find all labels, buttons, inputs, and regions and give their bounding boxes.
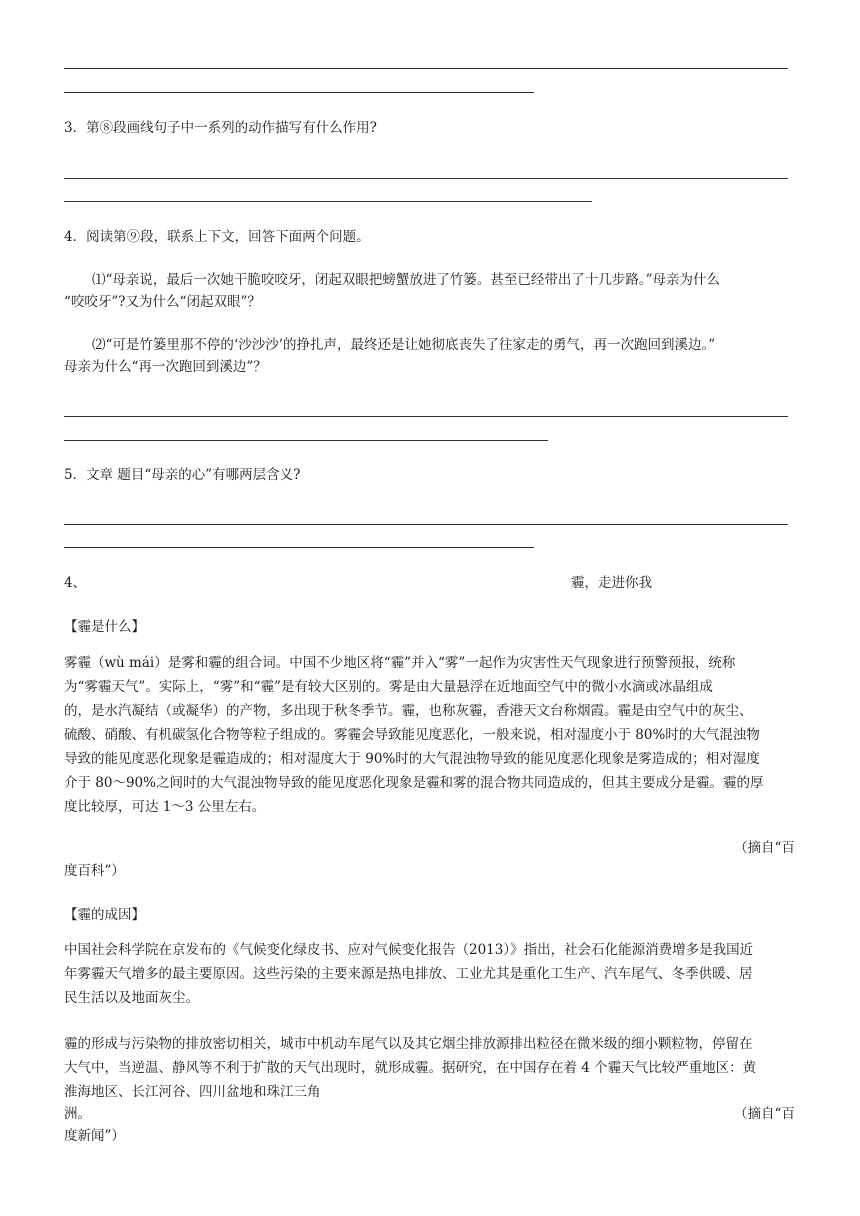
section-number: 4、 [64,575,87,591]
paragraph-line: 大气中，当逆温、静风等不利于扩散的天气出现时，就形成霾。据研究，在中国存在着 4 个霾天气比较严重地区：黄 [64,1060,757,1076]
section-title: 霾，走进你我 [571,575,652,591]
paragraph-line: 介于 80～90%之间时的大气混浊物导致的能见度恶化现象是霾和雾的混合物共同造成的，但其主要成分是霾。霾的厚 [64,775,764,791]
paragraph-line: 中国社会科学院在京发布的《气候变化绿皮书、应对气候变化报告（2013）》指出，社会石化能源消费增多是我国近 [64,942,754,958]
answer-line [64,201,592,202]
question-5: 5．文章 题目“母亲的心”有哪两层含义? [64,467,301,483]
paragraph-line: 民生活以及地面灰尘。 [64,990,199,1006]
answer-line [64,178,788,179]
paragraph-line: 度比较厚，可达 1～3 公里左右。 [64,799,266,815]
part2-paragraph-1 [64,938,794,1010]
paragraph-line: 洲。 [64,1106,91,1122]
paragraph-line: 淮海地区、长江河谷、四川盆地和珠江三角 [64,1084,321,1100]
source-note: （摘自“百 [734,840,795,856]
paragraph-line: 导致的能见度恶化现象是霾造成的；相对湿度大于 90%时的大气混浊物导致的能见度恶化现象是雾造成的；相对湿度 [64,751,760,767]
paragraph-line: 的，是水汽凝结（或凝华）的产物，多出现于秋冬季节。霾，也称灰霾，香港天文台称烟霞。霾是由空气中的灰尘、 [64,703,753,719]
answer-line [64,524,788,525]
paragraph-line: 年雾霾天气增多的最主要原因。这些污染的主要来源是热电排放、工业尤其是重化工生产、汽车尾气、冬季供暖、居 [64,966,753,982]
source-note-cont: 度新闻”） [64,1128,125,1144]
answer-line [64,92,534,93]
paragraph-line: 雾霾（wù mái）是雾和霾的组合词。中国不少地区将“霾”并入“雾”一起作为灾害性天气现象进行预警预报，统称 [64,655,736,671]
question-4-sub2-line1: ⑵“可是竹篓里那不停的‘沙沙沙’的挣扎声，最终还是让她彻底丧失了往家走的勇气，再一次跑回到溪边。” [92,337,716,353]
source-note: （摘自“百 [734,1106,795,1122]
question-4-sub1-line1: ⑴“母亲说，最后一次她干脆咬咬牙，闭起双眼把螃蟹放进了竹篓。甚至已经带出了十几步路。”母亲为什么 [92,272,721,288]
question-4-sub1-line2: “咬咬牙”?又为什么“闭起双眼”？ [64,294,261,310]
part2-heading: 【霾的成因】 [64,907,145,923]
question-3: 3．第⑧段画线句子中一系列的动作描写有什么作用? [64,120,377,136]
part1-heading: 【霾是什么】 [64,619,145,635]
answer-line [64,440,548,441]
source-note-cont: 度百科”） [64,863,125,879]
answer-line [64,68,788,69]
paragraph-line: 硫酸、硝酸、有机碳氢化合物等粒子组成的。雾霾会导致能见度恶化，一般来说，相对湿度小于 80%时的大气混浊物 [64,727,760,743]
paragraph-line: 霾的形成与污染物的排放密切相关，城市中机动车尾气以及其它烟尘排放源排出粒径在微米级的细小颗粒物，停留在 [64,1036,753,1052]
answer-line [64,416,788,417]
part2-paragraph-2 [64,1032,794,1104]
question-4: 4．阅读第⑨段，联系上下文，回答下面两个问题。 [64,229,370,245]
part1-paragraph [64,651,794,819]
answer-line [64,547,534,548]
question-4-sub2-line2: 母亲为什么“再一次跑回到溪边”？ [64,359,267,375]
paragraph-line: 为“雾霾天气”。实际上，“雾”和“霾”是有较大区别的。雾是由大量悬浮在近地面空气中的微小水滴或冰晶组成 [64,679,713,695]
